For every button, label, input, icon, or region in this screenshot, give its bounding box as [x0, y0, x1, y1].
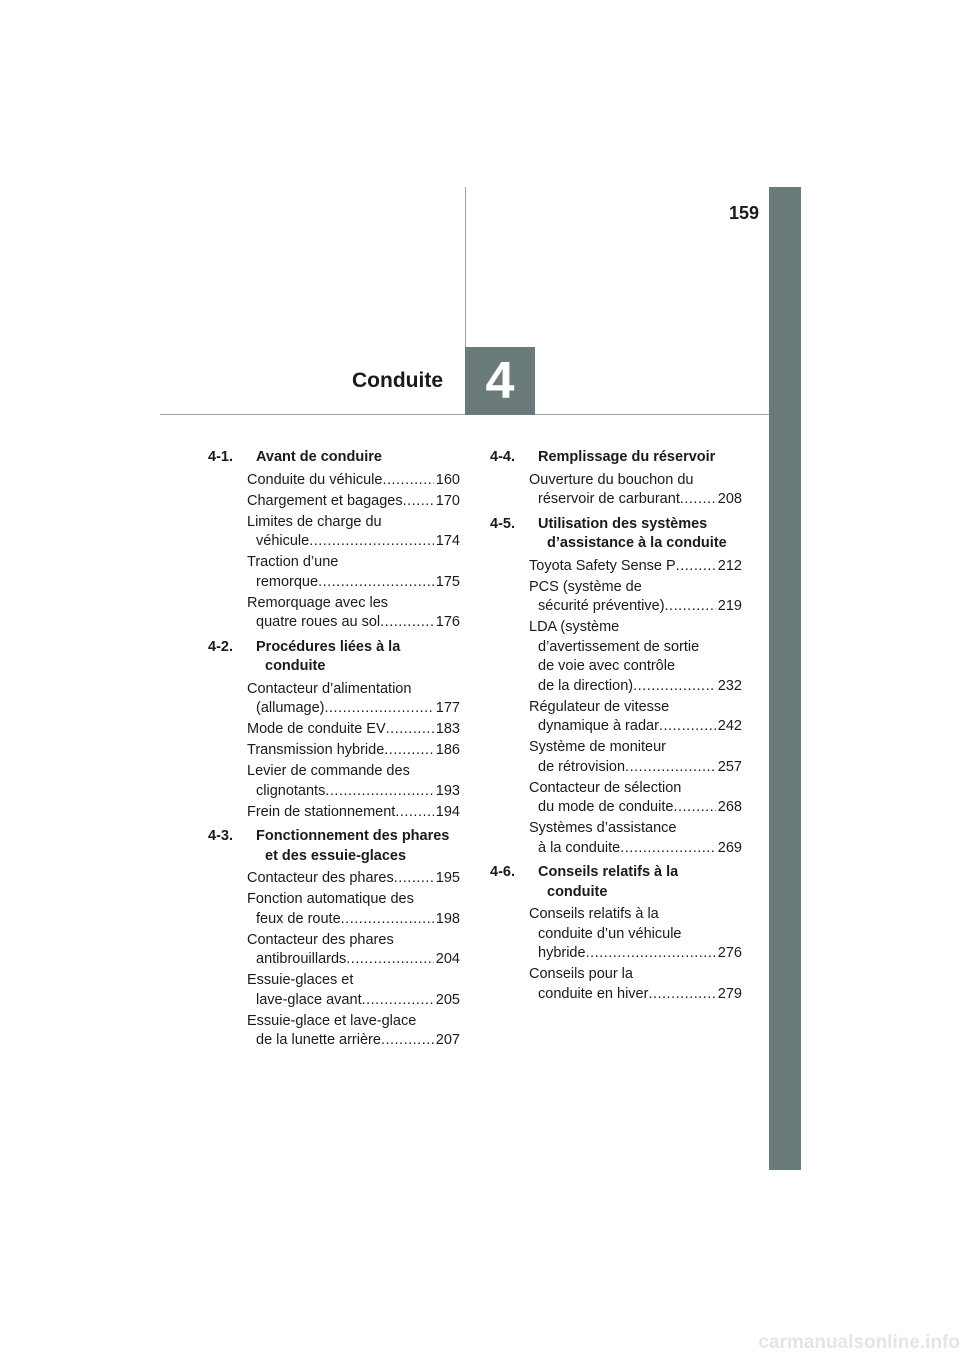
page-reference[interactable]: 268	[717, 799, 742, 815]
entry-text-line: Système de moniteur	[529, 739, 667, 755]
toc-entry[interactable]	[490, 965, 742, 1004]
entry-last-line	[247, 492, 460, 512]
page-reference[interactable]: 276	[717, 945, 742, 961]
toc-entry[interactable]	[490, 738, 742, 777]
toc-entry[interactable]	[208, 513, 460, 552]
dot-leader	[318, 573, 434, 593]
dot-leader	[680, 490, 716, 510]
dot-leader	[382, 471, 433, 491]
page-reference[interactable]: 195	[435, 870, 460, 886]
toc-entry[interactable]	[208, 803, 460, 823]
entry-label: clignotants	[256, 782, 326, 799]
entry-last-line	[247, 720, 460, 740]
entry-label: Frein de stationnement	[247, 803, 396, 820]
page-reference[interactable]: 212	[717, 557, 742, 574]
page-reference[interactable]: 205	[435, 991, 460, 1008]
entry-text-line: conduite d’un véhicule	[538, 925, 682, 942]
page-reference[interactable]: 242	[717, 718, 742, 734]
entry-label: de rétrovision	[538, 758, 626, 775]
toc-entry[interactable]	[208, 931, 460, 970]
toc-left-column	[208, 448, 460, 1056]
toc-entry[interactable]	[490, 819, 742, 858]
entry-label: quatre roues au sol	[256, 614, 381, 630]
entry-label: conduite en hiver	[538, 985, 649, 1002]
section-title	[538, 515, 742, 554]
section-heading[interactable]	[208, 827, 460, 866]
section-number: 4-5.	[490, 515, 515, 532]
chapter-title: Conduite	[352, 369, 443, 392]
section-title	[256, 448, 460, 468]
toc-entry[interactable]	[490, 618, 742, 696]
entry-last-line	[247, 613, 460, 633]
page-reference[interactable]: 204	[435, 951, 460, 967]
entry-last-line	[529, 557, 742, 577]
entry-last-line	[529, 944, 742, 964]
dot-leader	[384, 741, 434, 761]
entry-text-line: Levier de commande des	[247, 763, 410, 779]
page-number: 159	[728, 203, 759, 223]
section-number: 4-3.	[208, 828, 233, 844]
entry-text-line: Contacteur des phares	[247, 931, 394, 948]
entry-label: Transmission hybride	[247, 742, 385, 758]
entry-text-line: Essuie-glace et lave-glace	[247, 1012, 417, 1029]
entry-last-line	[247, 573, 460, 593]
entry-label: Mode de conduite EV	[247, 721, 386, 737]
toc-entry[interactable]	[208, 720, 460, 740]
page-reference[interactable]: 193	[435, 782, 460, 799]
entry-text-line: Fonction automatique des	[247, 891, 414, 907]
section-number: 4-4.	[490, 449, 515, 465]
dot-leader	[341, 910, 434, 930]
dot-leader	[676, 557, 716, 577]
toc-entry[interactable]	[208, 762, 460, 801]
section-number: 4-2.	[208, 638, 233, 655]
dot-leader	[309, 532, 434, 552]
section-number: 4-6.	[490, 864, 515, 880]
section-title	[256, 827, 460, 866]
entry-last-line	[247, 1031, 460, 1051]
section-title-line: d’assistance à la conduite	[547, 535, 727, 551]
section-heading[interactable]	[208, 448, 460, 468]
page-reference[interactable]: 208	[717, 491, 742, 507]
entry-label: sécurité préventive)	[538, 598, 665, 614]
section-title-line: Procédures liées à la	[256, 638, 401, 655]
section-title-line: Conseils relatifs à la	[538, 864, 679, 880]
dot-leader	[620, 839, 716, 859]
entry-text-line: Systèmes d’assistance	[529, 820, 677, 836]
toc-section	[490, 515, 742, 859]
entry-last-line	[529, 597, 742, 617]
entry-last-line	[529, 985, 742, 1005]
page-reference[interactable]: 232	[717, 677, 742, 694]
section-heading[interactable]	[490, 448, 742, 468]
dot-leader	[380, 613, 434, 633]
section-title-line: Fonctionnement des phares	[256, 828, 450, 844]
entry-label: lave-glace avant	[256, 991, 362, 1008]
page-reference[interactable]: 183	[435, 721, 460, 737]
dot-leader	[386, 720, 434, 740]
dot-leader	[403, 492, 434, 512]
toc-entry[interactable]	[208, 471, 460, 491]
entry-last-line	[529, 758, 742, 778]
dot-leader	[381, 1031, 434, 1051]
dot-leader	[665, 597, 716, 617]
section-number: 4-1.	[208, 449, 233, 465]
section-title-line: Avant de conduire	[256, 449, 382, 465]
page-reference[interactable]: 194	[435, 803, 460, 820]
section-title-line: conduite	[547, 883, 608, 900]
dot-leader	[633, 677, 716, 697]
section-title-line: conduite	[265, 658, 326, 674]
entry-last-line	[529, 717, 742, 737]
entry-text-line: Essuie-glaces et	[247, 972, 354, 988]
entry-label: Chargement et bagages	[247, 492, 403, 509]
entry-last-line	[247, 532, 460, 552]
entry-label: Toyota Safety Sense P	[529, 557, 676, 574]
entry-text-line: PCS (système de	[529, 578, 642, 595]
entry-last-line	[529, 798, 742, 818]
section-title-line: Remplissage du réservoir	[538, 449, 716, 465]
page-reference[interactable]: 207	[435, 1032, 460, 1048]
toc-right-column	[490, 448, 742, 1009]
page-reference[interactable]: 219	[717, 598, 742, 614]
entry-label: hybride	[538, 945, 586, 961]
entry-label: réservoir de carburant	[538, 491, 680, 507]
section-title	[538, 863, 742, 902]
entry-label: de la direction)	[538, 677, 634, 694]
toc-section	[208, 638, 460, 823]
toc-entry[interactable]	[208, 492, 460, 512]
toc-section	[490, 448, 742, 510]
section-heading[interactable]	[208, 638, 460, 677]
page-reference[interactable]: 160	[435, 471, 460, 488]
entry-last-line	[529, 490, 742, 510]
watermark: carmanualsonline.info	[758, 1332, 960, 1353]
entry-text-line: de voie avec contrôle	[538, 658, 676, 674]
entry-text-line: Régulateur de vitesse	[529, 698, 670, 715]
entry-last-line	[247, 699, 460, 719]
section-heading[interactable]	[490, 515, 742, 554]
entry-text-line: Limites de charge du	[247, 513, 382, 530]
entry-text-line: Contacteur de sélection	[529, 779, 682, 796]
toc-entry[interactable]	[490, 557, 742, 577]
toc-entry[interactable]	[490, 471, 742, 510]
toc-entry[interactable]	[208, 869, 460, 889]
entry-label: véhicule	[256, 533, 310, 549]
dot-leader	[625, 758, 716, 778]
toc-entry[interactable]	[208, 1012, 460, 1051]
dot-leader	[325, 699, 434, 719]
toc-entry[interactable]	[490, 779, 742, 818]
entry-last-line	[529, 839, 742, 859]
section-title	[538, 448, 742, 468]
entry-text-line: Traction d’une	[247, 554, 339, 570]
entry-last-line	[529, 677, 742, 697]
page-reference[interactable]: 170	[435, 492, 460, 509]
entry-label: Contacteur des phares	[247, 870, 394, 886]
entry-label: antibrouillards	[256, 951, 347, 967]
entry-text-line: d’avertissement de sortie	[538, 638, 700, 655]
chapter-side-tab	[769, 187, 801, 1170]
toc-entry[interactable]	[208, 890, 460, 929]
toc-entry[interactable]	[208, 594, 460, 633]
dot-leader	[673, 798, 715, 818]
entry-label: remorque	[256, 573, 319, 590]
section-title	[256, 638, 460, 677]
entry-last-line	[247, 910, 460, 930]
entry-text-line: Conseils pour la	[529, 966, 633, 982]
entry-label: du mode de conduite	[538, 799, 674, 815]
page-reference[interactable]: 174	[435, 533, 460, 549]
entry-label: de la lunette arrière	[256, 1032, 381, 1048]
entry-last-line	[247, 803, 460, 823]
entry-text-line: Ouverture du bouchon du	[529, 471, 694, 488]
page-reference[interactable]: 257	[717, 758, 742, 775]
toc-entry[interactable]	[490, 698, 742, 737]
page-reference[interactable]: 176	[435, 614, 460, 630]
entry-last-line	[247, 991, 460, 1011]
section-title-line: Utilisation des systèmes	[538, 515, 708, 532]
dot-leader	[659, 717, 716, 737]
toc-section	[208, 448, 460, 633]
toc-entry[interactable]	[208, 741, 460, 761]
chapter-number-box: 4	[465, 347, 535, 415]
entry-text-line: Contacteur d’alimentation	[247, 680, 412, 697]
toc-entry[interactable]	[490, 905, 742, 964]
dot-leader	[648, 985, 715, 1005]
entry-text-line: Conseils relatifs à la	[529, 906, 659, 922]
toc-entry[interactable]	[208, 680, 460, 719]
toc-section	[490, 863, 742, 1004]
entry-label: feux de route	[256, 910, 341, 927]
dot-leader	[346, 950, 434, 970]
entry-last-line	[247, 741, 460, 761]
toc-entry[interactable]	[208, 971, 460, 1010]
page-reference[interactable]: 177	[435, 700, 460, 716]
page-reference[interactable]: 198	[435, 910, 460, 927]
entry-text-line: Remorquage avec les	[247, 594, 389, 611]
entry-text-line: LDA (système	[529, 619, 620, 635]
entry-label: Conduite du véhicule	[247, 471, 383, 488]
entry-last-line	[247, 950, 460, 970]
toc-entry[interactable]	[208, 553, 460, 592]
entry-last-line	[247, 782, 460, 802]
page-reference[interactable]: 269	[717, 839, 742, 856]
entry-label: (allumage)	[256, 700, 325, 716]
entry-last-line	[247, 471, 460, 491]
entry-last-line	[247, 869, 460, 889]
toc-section	[208, 827, 460, 1051]
page-reference[interactable]: 279	[717, 985, 742, 1002]
page-reference[interactable]: 186	[435, 742, 460, 758]
entry-label: à la conduite	[538, 839, 621, 856]
toc-entry[interactable]	[490, 578, 742, 617]
section-heading[interactable]	[490, 863, 742, 902]
entry-label: dynamique à radar	[538, 718, 659, 734]
section-title-line: et des essuie-glaces	[265, 847, 407, 864]
dot-leader	[325, 782, 433, 802]
dot-leader	[394, 869, 434, 889]
dot-leader	[395, 803, 433, 823]
dot-leader	[362, 991, 434, 1011]
dot-leader	[586, 944, 716, 964]
page-reference[interactable]: 175	[435, 573, 460, 590]
